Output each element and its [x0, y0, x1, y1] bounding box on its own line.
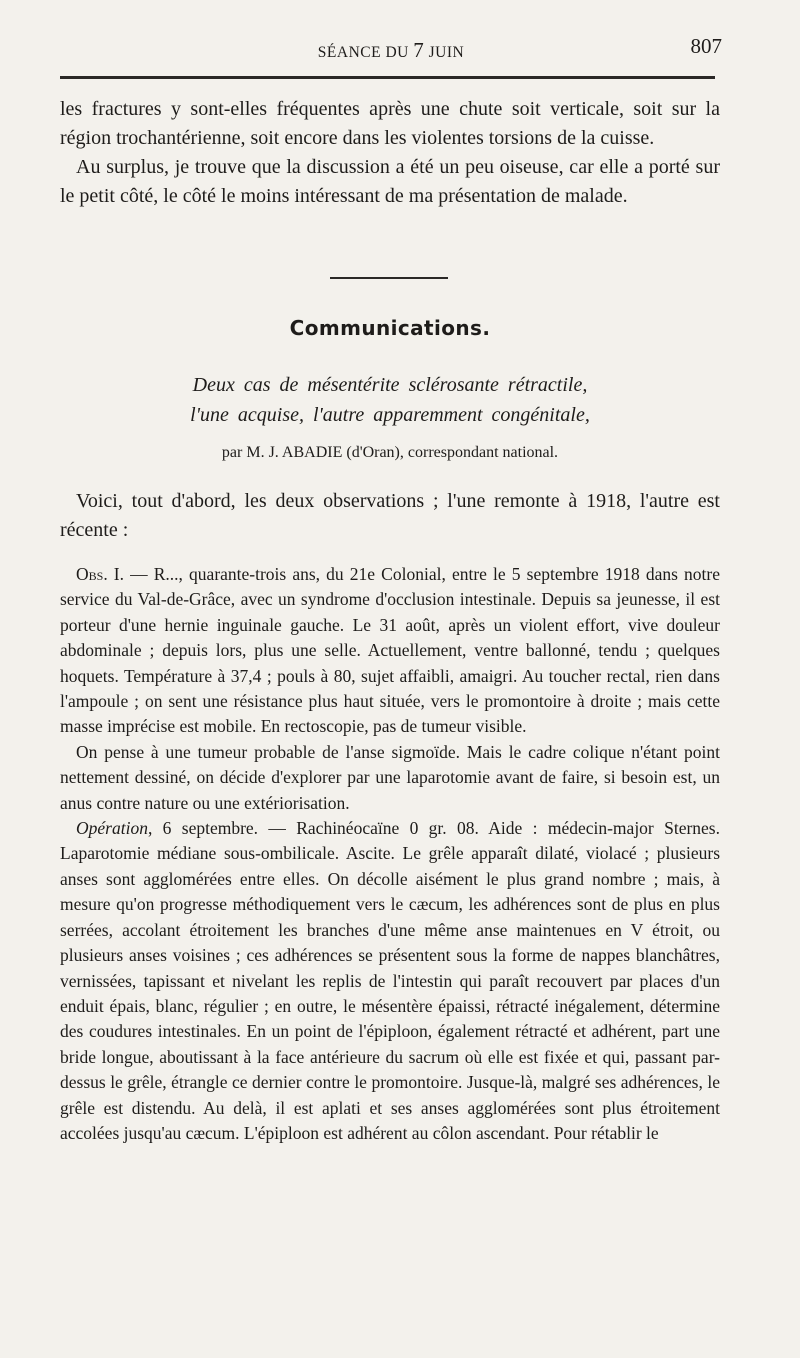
operation-text: , 6 septembre. — Rachinéocaïne 0 gr. 08. Aide : médecin-major Sternes. Laparotomie médiane sous-ombilicale. Ascite. Le grêle apparaît dilaté, violacé ; plusieurs anses sont agglomérées entre elles. On décolle aisément le plus grand nombre ; mais, à mesure qu'on progresse méthodiquement vers le cæcum, les adhérences sont de plus en plus serrées, accolant étroitement les branches d'une même anse maintenues en V étroit, ou plusieurs anses voisines ; ces adhérences se présentent sous la forme de nappes blanchâtres, vernissées, tapissant et nivelant les replis de l'intestin qui paraît recouvert par places d'un enduit épais, blanc, régulier ; en outre, le mésentère épaissi, rétracté inégalement, détermine des coudures intestinales. En un point de l'épiploon, également rétracté et adhérent, part une bride longue, aboutissant à la face antérieure du sacrum où elle est fixée et qui, passant par-dessus le grêle, étrangle ce dernier contre le promontoire. Jusque-là, malgré ses adhérences, le grêle est distendu. Au delà, il est aplati et ses anses agglomérées sont plus étroitement accolées jusqu'au cæcum. L'épiploon est adhérent au côlon ascendant. Pour rétablir le: [60, 818, 720, 1143]
operation-label: Opération: [76, 818, 148, 839]
paragraph-obs1-diagnosis: On pense à une tumeur probable de l'anse sigmoïde. Mais le cadre colique n'étant point nettement dessiné, on décide d'explorer par une laparotomie avant de faire, si besoin est, un anus contre nature ou une extériorisation.: [60, 741, 720, 813]
header-rule: [60, 76, 715, 79]
article-title-line-1: Deux cas de mésentérite sclérosante rétractile,: [192, 374, 588, 396]
observation-block: [60, 562, 720, 1146]
top-text-block: [60, 95, 720, 211]
obs1-label: Obs. I.: [76, 564, 125, 584]
paragraph-fractures: les fractures y sont-elles fréquentes après une chute soit verticale, soit sur la région trochantérienne, soit encore dans les violentes torsions de la cuisse.: [60, 98, 720, 149]
page-number: 807: [690, 34, 722, 58]
intro-block: [60, 487, 720, 545]
obs1-text: — R..., quarante-trois ans, du 21e Colonial, entre le 5 septembre 1918 dans notre service du Val-de-Grâce, avec un syndrome d'occlusion intestinale. Depuis sa jeunesse, il est porteur d'une hernie inguinale gauche. Le 31 août, après un violent effort, vive douleur abdominale ; depuis lors, plus une selle. Actuellement, ventre ballonné, tendu ; quelques hoquets. Température à 37,4 ; pouls à 80, sujet affaibli, amaigri. Au toucher rectal, rien dans l'ampoule ; on sent une résistance plus haut située, vers le promontoire à droite ; mais cette masse imprécise est mobile. En rectoscopie, pas de tumeur visible.: [60, 564, 720, 737]
running-head-title: [60, 38, 722, 63]
paragraph-surplus: Au surplus, je trouve que la discussion a été un peu oiseuse, car elle a porté sur le petit côté, le côté le moins intéressant de ma présentation de malade.: [60, 156, 720, 207]
article-title: [60, 370, 720, 430]
section-separator: [330, 277, 448, 279]
paragraph-obs1: [60, 562, 720, 740]
article-title-line-2: l'une acquise, l'autre apparemment congénitale,: [190, 404, 590, 426]
paragraph-operation: [60, 816, 720, 1146]
article-byline: par M. J. ABADIE (d'Oran), correspondant national.: [221, 444, 559, 461]
running-head-title-day: 7: [413, 38, 425, 62]
running-head-title-post: JUIN: [424, 44, 465, 61]
section-title: Communications.: [289, 316, 491, 340]
running-head-title-pre: SÉANCE DU: [317, 44, 414, 61]
running-head: [60, 34, 722, 62]
paragraph-intro: Voici, tout d'abord, les deux observations ; l'une remonte à 1918, l'autre est récente :: [60, 490, 720, 541]
